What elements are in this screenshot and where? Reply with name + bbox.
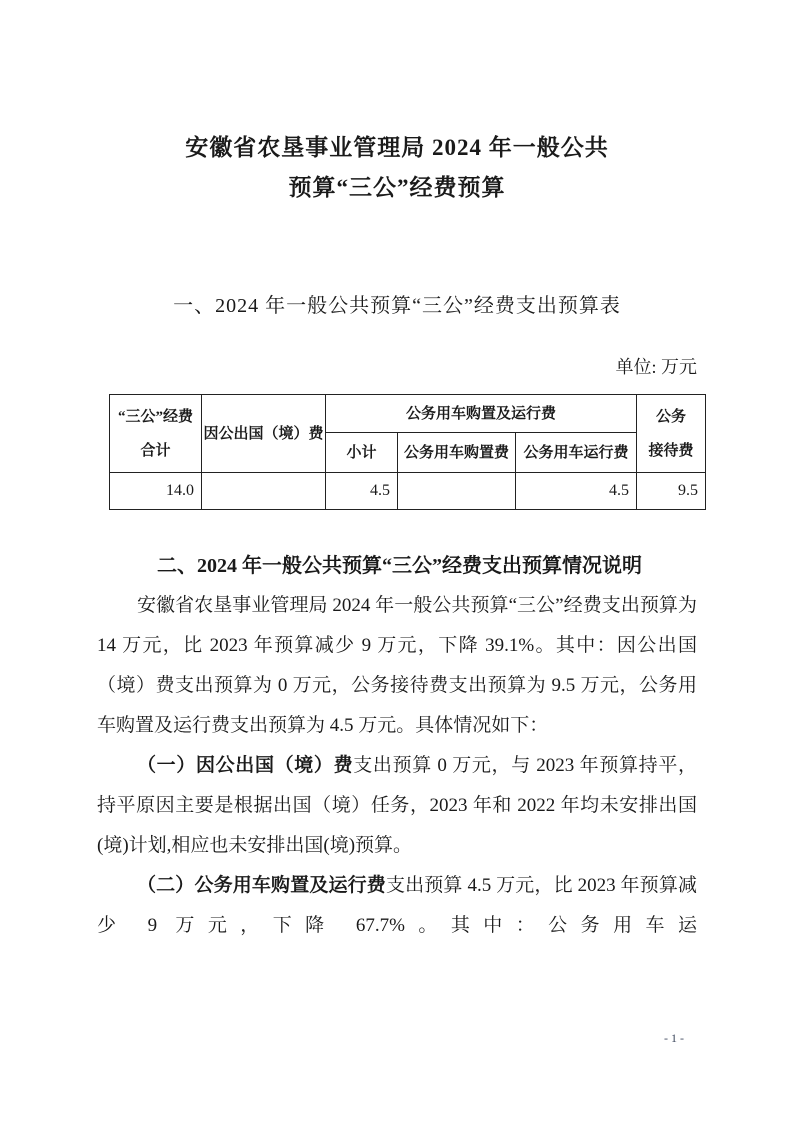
document-title xyxy=(97,128,697,208)
header-sangong-total xyxy=(110,395,202,473)
item-1-paragraph xyxy=(97,746,697,866)
table-data-row xyxy=(110,473,706,510)
item-2-paragraph xyxy=(97,866,697,946)
table-header-row-1 xyxy=(110,395,706,433)
intro-paragraph: 安徽省农垦事业管理局 2024 年一般公共预算“三公”经费支出预算为 14 万元，比 2023 年预算减少 9 万元，下降 39.1%。其中：因公出国（境）费支出预算为 0 万元，公务接待费支出预算为 9.5 万元，公务用车购置及运行费支出预算为 4.5 万元。具体情况如下： xyxy=(97,595,697,736)
value-sangong-total: 14.0 xyxy=(110,473,202,510)
header-sangong-total-line2: 合计 xyxy=(140,442,171,459)
header-reception-fee xyxy=(637,395,706,473)
value-vehicle-operation: 4.5 xyxy=(516,473,637,510)
header-vehicle-purchase: 公务用车购置费 xyxy=(398,433,516,473)
section-2-body xyxy=(97,546,697,946)
section-2-heading: 二、2024 年一般公共预算“三公”经费支出预算情况说明 xyxy=(157,555,642,577)
header-vehicle-operation: 公务用车运行费 xyxy=(516,433,637,473)
item-1-lead: （一）因公出国（境）费 xyxy=(137,755,354,776)
header-vehicle-group: 公务用车购置及运行费 xyxy=(326,395,637,433)
header-reception-fee-line2: 接待费 xyxy=(648,442,694,459)
value-reception-fee: 9.5 xyxy=(637,473,706,510)
item-2-lead: （二）公务用车购置及运行费 xyxy=(137,875,386,896)
sangong-budget-table xyxy=(109,394,706,510)
table-unit-label: 单位: 万元 xyxy=(615,357,697,377)
value-vehicle-subtotal: 4.5 xyxy=(326,473,398,510)
header-abroad-fee: 因公出国（境）费 xyxy=(202,395,326,473)
document-title-line1: 安徽省农垦事业管理局 2024 年一般公共 xyxy=(185,135,609,160)
section-1-heading: 一、2024 年一般公共预算“三公”经费支出预算表 xyxy=(173,295,621,317)
header-reception-fee-line1: 公务 xyxy=(656,408,687,425)
item-1-rest: 支出预算 0 万元，与 2023 年预算持平，持平原因主要是根据出国（境）任务，2023 年和 2022 年均未安排出国(境)计划,相应也未安排出国(境)预算。 xyxy=(97,755,697,856)
header-vehicle-subtotal: 小计 xyxy=(326,433,398,473)
value-abroad-fee xyxy=(202,473,326,510)
item-2-rest: 支出预算 4.5 万元，比 2023 年预算减少 9 万元，下降 67.7%。其中：公务用车运 xyxy=(97,875,697,936)
page-number: - 1 - xyxy=(664,1031,684,1045)
value-vehicle-purchase xyxy=(398,473,516,510)
header-sangong-total-line1: “三公”经费 xyxy=(117,408,193,425)
document-title-line2: 预算“三公”经费预算 xyxy=(288,175,506,200)
